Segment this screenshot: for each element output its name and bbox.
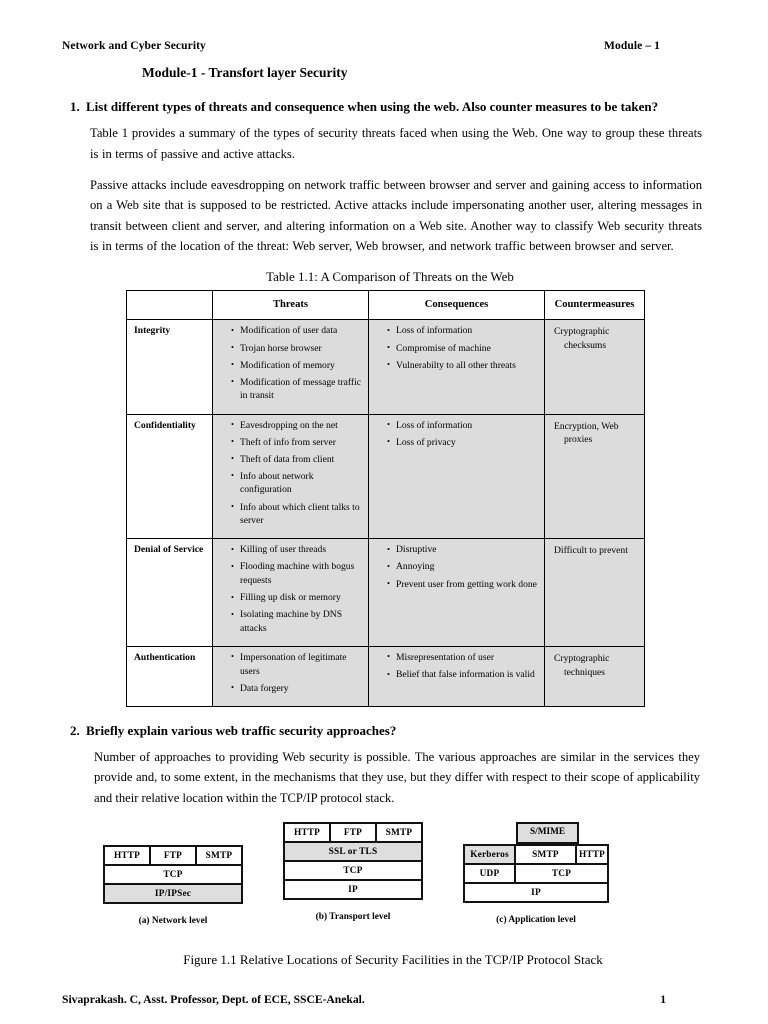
list-item: • Trojan horse browser (231, 342, 362, 356)
list-item: • Info about network configuration (231, 470, 362, 497)
figure-caption: Figure 1.1 Relative Locations of Security Facilities in the TCP/IP Protocol Stack (183, 952, 603, 968)
running-head (62, 40, 708, 52)
row-label-authentication: Authentication (127, 646, 213, 706)
cell-integrity-threats (213, 320, 369, 414)
list-item: • Misrepresentation of user (387, 651, 538, 665)
table-row (127, 320, 645, 414)
question-2-number: 2. (70, 722, 80, 738)
stack-c-tcp: TCP (516, 865, 607, 882)
diagram-a-caption: (a) Network level (138, 916, 208, 927)
list-item: • Filling up disk or memory (231, 591, 362, 605)
list-item: • Eavesdropping on the net (231, 419, 362, 433)
stack-a-row-2 (105, 866, 241, 885)
countermeasure-line: Encryption, Web (554, 420, 619, 432)
cell-integrity-countermeasures (545, 320, 645, 414)
countermeasure-line: Cryptographic (554, 326, 610, 338)
table-header-row (127, 291, 645, 320)
table-header-countermeasures: Countermeasures (545, 291, 645, 320)
list-item: • Modification of message traffic in transit (231, 376, 362, 403)
diagram-c-caption: (c) Application level (496, 915, 576, 926)
list-item: • Data forgery (231, 682, 362, 696)
list-item: • Loss of information (387, 324, 538, 338)
stack-c-kerberos: Kerberos (465, 846, 516, 863)
countermeasure-line: checksums (564, 340, 607, 352)
protocol-stack-diagrams (62, 822, 708, 940)
row-label-confidentiality: Confidentiality (127, 414, 213, 539)
stack-c-smtp: SMTP (516, 846, 577, 863)
threats-table-wrapper (126, 290, 644, 706)
list-item: • Loss of privacy (387, 436, 538, 450)
cell-integrity-consequences (369, 320, 545, 414)
page-footer (62, 993, 708, 1006)
cell-dos-threats (213, 539, 369, 647)
threats-table (126, 290, 645, 706)
stack-b-ftp: FTP (331, 824, 377, 841)
list-item: • Modification of memory (231, 359, 362, 373)
stack-b-row-1 (285, 824, 421, 843)
stack-c-http: HTTP (577, 846, 607, 863)
list-item: • Theft of data from client (231, 453, 362, 467)
footer-author: Sivaprakash. C, Asst. Professor, Dept. of ECE, SSCE-Anekal. (62, 993, 365, 1006)
stack-a-http: HTTP (105, 847, 151, 864)
paragraph-1: Table 1 provides a summary of the types of security threats faced when using the Web. One way to group these threats is in terms of passive and active attacks. (90, 126, 702, 161)
footer-page-number: 1 (660, 993, 666, 1006)
diagram-b-caption: (b) Transport level (315, 912, 391, 923)
cell-auth-consequences (369, 646, 545, 706)
list-item: • Modification of user data (231, 324, 362, 338)
page-title: Module-1 - Transfort layer Security (142, 65, 348, 80)
countermeasure-line: techniques (564, 666, 606, 678)
stack-c-top-spacer-left (463, 822, 516, 844)
question-1 (62, 97, 708, 117)
list-item: • Impersonation of legitimate users (231, 651, 362, 678)
stack-a-smtp: SMTP (197, 847, 241, 864)
stack-c-ip: IP (465, 884, 607, 901)
stack-b-smtp: SMTP (377, 824, 421, 841)
stack-c-row-2 (465, 865, 607, 884)
paragraph-3: Number of approaches to providing Web security is possible. The various approaches are similar in the services they provide and, to some extent, in the mechanisms that they use, but they differ with respect to their scope of applicability and their relative location within the TCP/IP protocol stack. (94, 749, 700, 805)
list-item: • Loss of information (387, 419, 538, 433)
stack-a-ftp: FTP (151, 847, 197, 864)
list-item: • Isolating machine by DNS attacks (231, 608, 362, 635)
stack-b (283, 822, 423, 900)
question-1-text: List different types of threats and consequence when using the web. Also counter measures to be taken? (86, 99, 659, 114)
cell-auth-threats (213, 646, 369, 706)
stack-c-udp: UDP (465, 865, 516, 882)
stack-a-ip-ipsec: IP/IPSec (105, 885, 241, 902)
stack-c-top-spacer-right (579, 822, 609, 844)
table-header-blank (127, 291, 213, 320)
countermeasure-line: Cryptographic (554, 652, 610, 664)
row-label-integrity: Integrity (127, 320, 213, 414)
cell-dos-consequences (369, 539, 545, 647)
list-item: • Disruptive (387, 543, 538, 557)
list-item: • Theft of info from server (231, 436, 362, 450)
table-header-consequences: Consequences (369, 291, 545, 320)
list-item: • Compromise of machine (387, 342, 538, 356)
cell-confidentiality-threats (213, 414, 369, 539)
list-item: • Killing of user threads (231, 543, 362, 557)
list-item: • Prevent user from getting work done (387, 578, 538, 592)
stack-a-tcp: TCP (105, 866, 241, 883)
stack-c-row-3 (465, 884, 607, 901)
cell-confidentiality-consequences (369, 414, 545, 539)
stack-b-tcp: TCP (285, 862, 421, 879)
list-item: • Vulnerabilty to all other threats (387, 359, 538, 373)
stack-c (463, 844, 609, 903)
stack-b-ip: IP (285, 881, 421, 898)
paragraph-2: Passive attacks include eavesdropping on network traffic between browser and server and gaining access to information on a Web site that is supposed to be restricted. Active attacks include impersonating another user, altering messages in transit between client and server, and altering information on a Web site. Another way to classify Web security threats is in terms of the location of the threat: Web server, Web browser, and network traffic between browser and server. (90, 177, 702, 254)
list-item: • Flooding machine with bogus requests (231, 560, 362, 587)
cell-confidentiality-countermeasures (545, 414, 645, 539)
diagram-transport-level (283, 822, 423, 922)
diagram-application-level (463, 822, 609, 925)
stack-a (103, 845, 243, 904)
countermeasure-line: Difficult to prevent (554, 545, 628, 557)
question-1-number: 1. (70, 99, 80, 114)
stack-b-http: HTTP (285, 824, 331, 841)
list-item: • Belief that false information is valid (387, 668, 538, 682)
row-label-denial-of-service: Denial of Service (127, 539, 213, 647)
stack-b-row-4 (285, 881, 421, 898)
diagram-network-level (103, 845, 243, 926)
stack-b-row-3 (285, 862, 421, 881)
cell-dos-countermeasures (545, 539, 645, 647)
table-caption: Table 1.1: A Comparison of Threats on the Web (266, 269, 514, 285)
question-2 (62, 721, 708, 741)
table-row (127, 646, 645, 706)
stack-c-smime: S/MIME (516, 822, 579, 844)
table-row (127, 539, 645, 647)
table-row (127, 414, 645, 539)
stack-a-row-3 (105, 885, 241, 902)
stack-b-row-2 (285, 843, 421, 862)
running-head-left: Network and Cyber Security (62, 40, 206, 52)
stack-c-top-row (463, 822, 609, 844)
countermeasure-line: proxies (564, 434, 593, 446)
stack-b-ssl-tls: SSL or TLS (285, 843, 421, 860)
question-2-text: Briefly explain various web traffic security approaches? (86, 722, 397, 738)
table-header-threats: Threats (213, 291, 369, 320)
cell-auth-countermeasures (545, 646, 645, 706)
list-item: • Info about which client talks to server (231, 501, 362, 528)
list-item: • Annoying (387, 560, 538, 574)
running-head-right: Module – 1 (604, 40, 660, 52)
stack-a-row-1 (105, 847, 241, 866)
stack-c-row-1 (465, 846, 607, 865)
